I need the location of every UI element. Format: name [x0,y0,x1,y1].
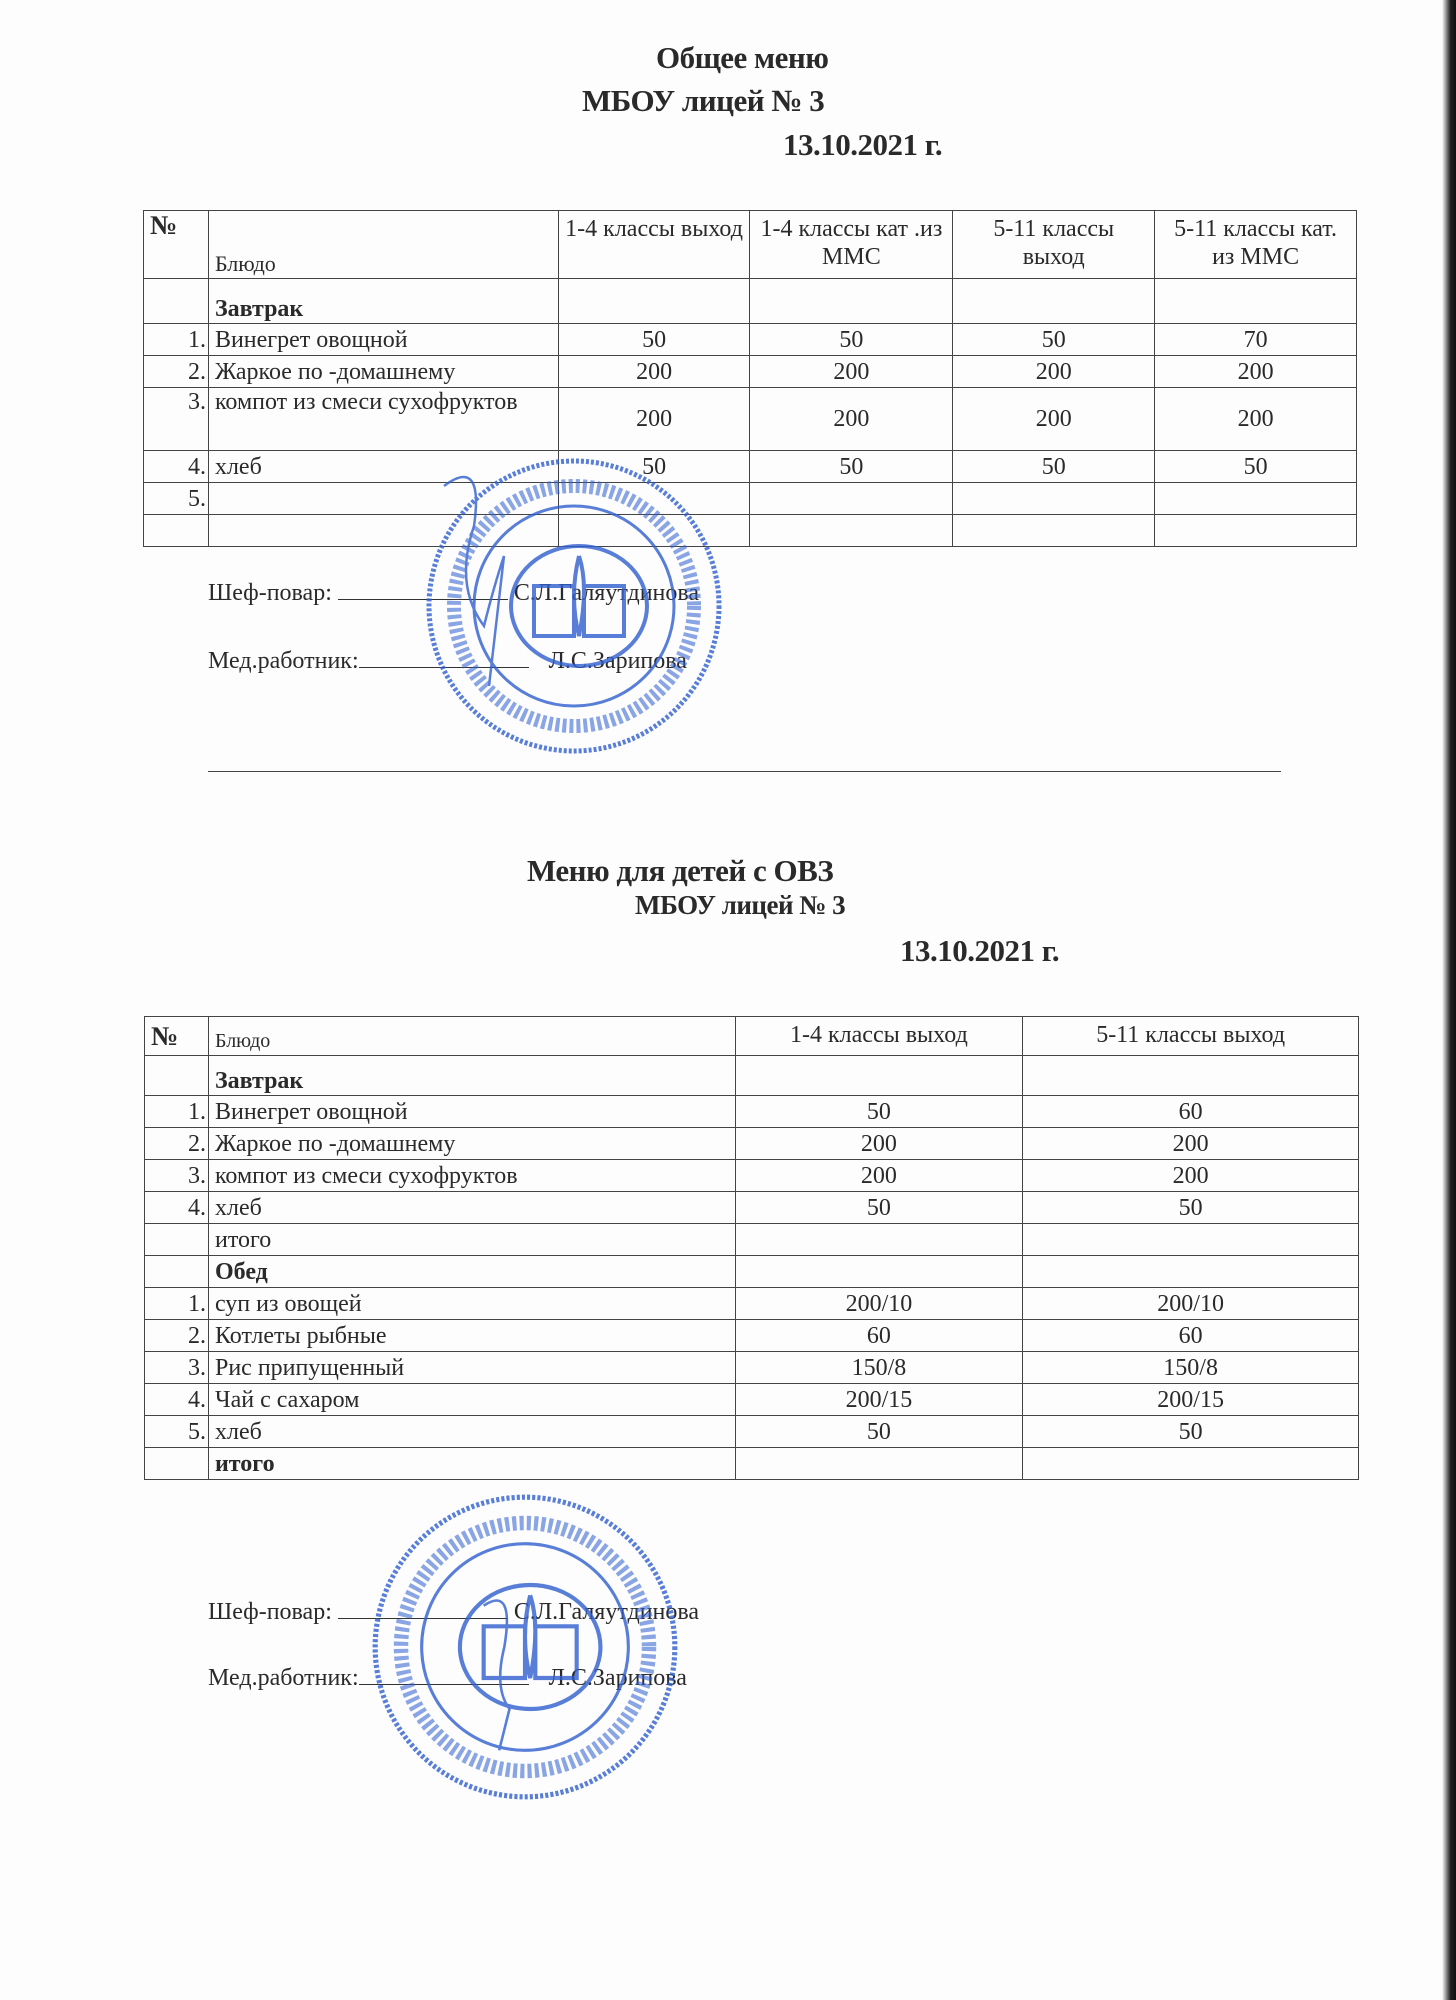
dish-name: Винегрет овощной [208,324,558,356]
portion-value: 50 [1023,1192,1359,1224]
portion-value: 200 [558,388,750,451]
row-number: 4. [145,1384,209,1416]
portion-value: 200/15 [735,1384,1023,1416]
header-col: 5-11 классы выход [1023,1017,1359,1056]
portion-value: 200 [735,1160,1023,1192]
total-row [145,1224,1359,1256]
portion-value: 50 [953,451,1155,483]
portion-value: 150/8 [735,1352,1023,1384]
meal-row [145,1056,1359,1096]
menu-title: Общее меню [656,40,829,75]
total-row-label: итого [208,1224,735,1256]
portion-value: 50 [558,451,750,483]
portion-value: 200 [750,388,953,451]
meal-label: Завтрак [208,279,558,324]
scan-edge [1442,0,1456,2000]
table-row [144,451,1357,483]
total-row [145,1448,1359,1480]
table-row [145,1384,1359,1416]
portion-value: 200 [953,356,1155,388]
portion-value [750,483,953,515]
header-dish: Блюдо [208,1017,735,1056]
row-number: 4. [145,1192,209,1224]
row-number: 3. [145,1352,209,1384]
header-col: 1-4 классы выход [558,211,750,279]
dish-name: Чай с сахаром [208,1384,735,1416]
header-number: № [144,211,209,279]
portion-value: 200 [1023,1160,1359,1192]
portion-value: 200 [1023,1128,1359,1160]
dish-name: Жаркое по -домашнему [208,1128,735,1160]
ovz-menu-table [144,1016,1359,1480]
med-name: Л.С.Зарипова [548,1665,687,1691]
meal-row [145,1256,1359,1288]
row-number: 1. [145,1096,209,1128]
dish-name: Котлеты рыбные [208,1320,735,1352]
row-number: 3. [145,1160,209,1192]
portion-value: 200 [750,356,953,388]
portion-value: 50 [1155,451,1357,483]
menu-date-2: 13.10.2021 г. [900,933,1060,968]
dish-name: суп из овощей [208,1288,735,1320]
table-row [145,1096,1359,1128]
chef-label: Шеф-повар: [208,1599,332,1625]
general-menu-table [143,210,1357,547]
chef-name: С.Л.Галяутдинова [513,1599,700,1625]
portion-value: 70 [1155,324,1357,356]
portion-value: 50 [750,324,953,356]
header-col: 5-11 классы кат. из ММС [1155,211,1357,279]
row-number: 2. [144,356,209,388]
portion-value: 50 [735,1192,1023,1224]
portion-value: 200/15 [1023,1384,1359,1416]
portion-value: 200/10 [1023,1288,1359,1320]
chef-label: Шеф-повар: [208,580,332,606]
portion-value: 60 [1023,1096,1359,1128]
meal-row-label: Обед [208,1256,735,1288]
table-row [145,1160,1359,1192]
dish-name: хлеб [208,1192,735,1224]
table-row [144,356,1357,388]
portion-value [1155,483,1357,515]
row-number: 2. [145,1128,209,1160]
portion-value: 60 [1023,1320,1359,1352]
med-name: Л.С.Зарипова [548,648,687,674]
portion-value: 150/8 [1023,1352,1359,1384]
school-seal-stamp [424,456,724,756]
portion-value: 50 [750,451,953,483]
row-number: 5. [145,1416,209,1448]
school-seal-stamp-2 [370,1492,680,1802]
portion-value [953,483,1155,515]
table-row [144,324,1357,356]
row-number: 1. [144,324,209,356]
dish-name: хлеб [208,1416,735,1448]
dish-name: Винегрет овощной [208,1096,735,1128]
table-row [145,1128,1359,1160]
row-number: 2. [145,1320,209,1352]
portion-value: 60 [735,1320,1023,1352]
header-col: 1-4 классы кат .из ММС [750,211,953,279]
row-number: 5. [144,483,209,515]
portion-value: 200 [558,356,750,388]
total-row-label: итого [208,1448,735,1480]
row-number: 1. [145,1288,209,1320]
portion-value: 200 [735,1128,1023,1160]
portion-value: 200/10 [735,1288,1023,1320]
table-row [145,1320,1359,1352]
row-number: 3. [144,388,209,451]
dish-name: хлеб [208,451,558,483]
header-number: № [145,1017,209,1056]
table-header-row [144,211,1357,279]
header-dish: Блюдо [208,211,558,279]
dish-name: Жаркое по -домашнему [208,356,558,388]
table-header-row [145,1017,1359,1056]
school-name: МБОУ лицей № 3 [582,83,825,118]
table-row [144,388,1357,451]
portion-value: 50 [735,1096,1023,1128]
portion-value: 200 [1155,356,1357,388]
med-label: Мед.работник: [208,648,359,674]
header-col: 5-11 классы выход [953,211,1155,279]
portion-value: 50 [953,324,1155,356]
meal-row-label: Завтрак [208,1056,735,1096]
ovz-menu-title: Меню для детей с ОВЗ [527,853,834,888]
school-name-2: МБОУ лицей № 3 [635,890,846,920]
meal-row [144,279,1357,324]
header-col: 1-4 классы выход [735,1017,1023,1056]
portion-value: 50 [558,324,750,356]
portion-value: 50 [735,1416,1023,1448]
row-number: 4. [144,451,209,483]
dish-name: компот из смеси сухофруктов [208,388,558,451]
med-label: Мед.работник: [208,1665,359,1691]
portion-value: 200 [1155,388,1357,451]
table-row [144,483,1357,515]
menu-date: 13.10.2021 г. [783,127,943,162]
chef-name: С.Л.Галяутдинова [513,580,700,606]
empty-row [144,515,1357,547]
portion-value: 50 [1023,1416,1359,1448]
table-row [145,1192,1359,1224]
portion-value: 200 [953,388,1155,451]
table-row [145,1416,1359,1448]
table-row [145,1352,1359,1384]
dish-name: Рис припущенный [208,1352,735,1384]
section-divider [208,771,1281,772]
dish-name: компот из смеси сухофруктов [208,1160,735,1192]
table-row [145,1288,1359,1320]
